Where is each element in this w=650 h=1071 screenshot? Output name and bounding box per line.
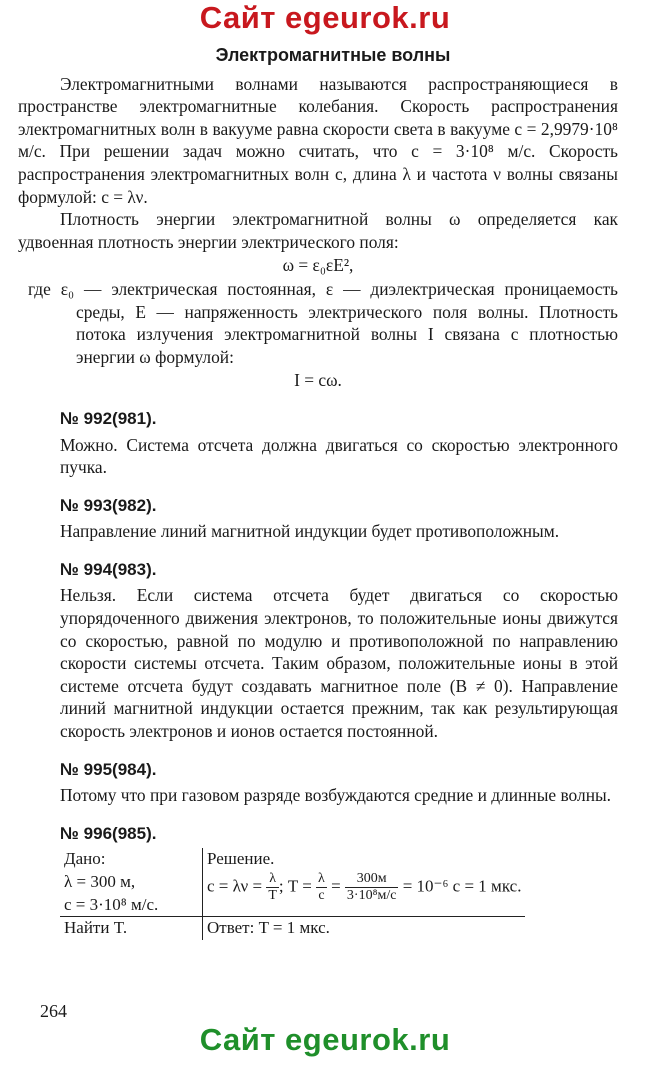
problem-996-table xyxy=(60,848,525,939)
energy-density-formula: ω = ε₀εE², xyxy=(282,255,354,276)
problem-992-heading: № 992(981). xyxy=(60,408,157,428)
eq-mid: ; T = xyxy=(278,876,317,896)
eq-equals: = xyxy=(326,876,345,896)
flux-density-formula: I = cω. xyxy=(294,370,342,391)
section-title: Электромагнитные волны xyxy=(215,45,451,65)
site-watermark-bottom: Сайт egeurok.ru xyxy=(199,1022,451,1057)
frac1-num: λ xyxy=(266,871,279,888)
problem-996-heading: № 996(985). xyxy=(60,823,157,843)
answer-cell: Ответ: T = 1 мкс. xyxy=(203,917,526,940)
problem-992-answer: Можно. Система отсчета должна двигаться со скоростью электронного пучка. xyxy=(60,434,618,478)
frac1-den: T xyxy=(268,888,277,903)
given-speed: c = 3·10⁸ м/с. xyxy=(64,894,159,914)
site-watermark-top: Сайт egeurok.ru xyxy=(199,0,451,35)
fraction-lambda-over-c xyxy=(316,871,327,904)
problem-994-answer: Нельзя. Если система отсчета будет двигаться со скоростью упорядоченного движения электронов, то положительные ионы движутся со скоростью, равной по модулю и противоположной по направлению скорости системы отсчета. Таким образом, положительные ионы в этой системе отсчета будут создавать магнитное поле (B ≠ 0). Направление линий магнитной индукции остается прежним, так как результирующая скорость электронов и ионов остается постоянной. xyxy=(60,585,618,742)
given-label: Дано: xyxy=(64,849,106,869)
eq-start: c = λν = xyxy=(207,876,267,896)
frac2-num: λ xyxy=(318,871,325,886)
problem-995-heading: № 995(984). xyxy=(60,759,157,779)
intro-paragraph-1: Электромагнитными волнами называются распространяющиеся в пространстве электромагнитные колебания. Скорость распространения электромагнитных волн в вакууме равна скорости света в вакууме c = 2,9979·10⁸ м/с. При решении задач можно считать, что c = 3·10⁸ м/с. Скорость распространения электромагнитных волн c, длина λ и частота ν волны связаны формулой: c = λν. xyxy=(18,73,618,207)
frac3-num: 300м xyxy=(345,871,399,888)
solution-equation xyxy=(207,871,521,904)
solution-cell xyxy=(203,848,526,916)
problem-993-answer: Направление линий магнитной индукции будет противоположным. xyxy=(60,521,560,542)
where-paragraph: где ε₀ — электрическая постоянная, ε — диэлектрическая проницаемость среды, E — напряженность электрического поля волны. Плотность потока излучения электромагнитной волны I связана с плотностью энергии ω формулой: xyxy=(28,278,618,367)
frac3-den: 3·10⁸м/с xyxy=(346,888,397,903)
given-cell xyxy=(60,848,203,916)
frac2-den: c xyxy=(318,888,325,903)
eq-end: = 10⁻⁶ с = 1 мкс. xyxy=(398,876,522,896)
fraction-values xyxy=(345,871,399,904)
problem-995-answer: Потому что при газовом разряде возбуждаются средние и длинные волны. xyxy=(60,785,612,806)
problem-994-heading: № 994(983). xyxy=(60,559,157,579)
problem-993-heading: № 993(982). xyxy=(60,495,157,515)
intro-paragraph-2: Плотность энергии электромагнитной волны ω определяется как удвоенная плотность энергии электрического поля: xyxy=(18,209,618,252)
page-number: 264 xyxy=(40,1001,67,1021)
given-lambda: λ = 300 м, xyxy=(64,872,136,891)
solution-label: Решение. xyxy=(207,849,275,869)
find-cell: Найти T. xyxy=(60,917,203,940)
textbook-page xyxy=(18,44,618,940)
fraction-lambda-over-t xyxy=(266,871,279,904)
